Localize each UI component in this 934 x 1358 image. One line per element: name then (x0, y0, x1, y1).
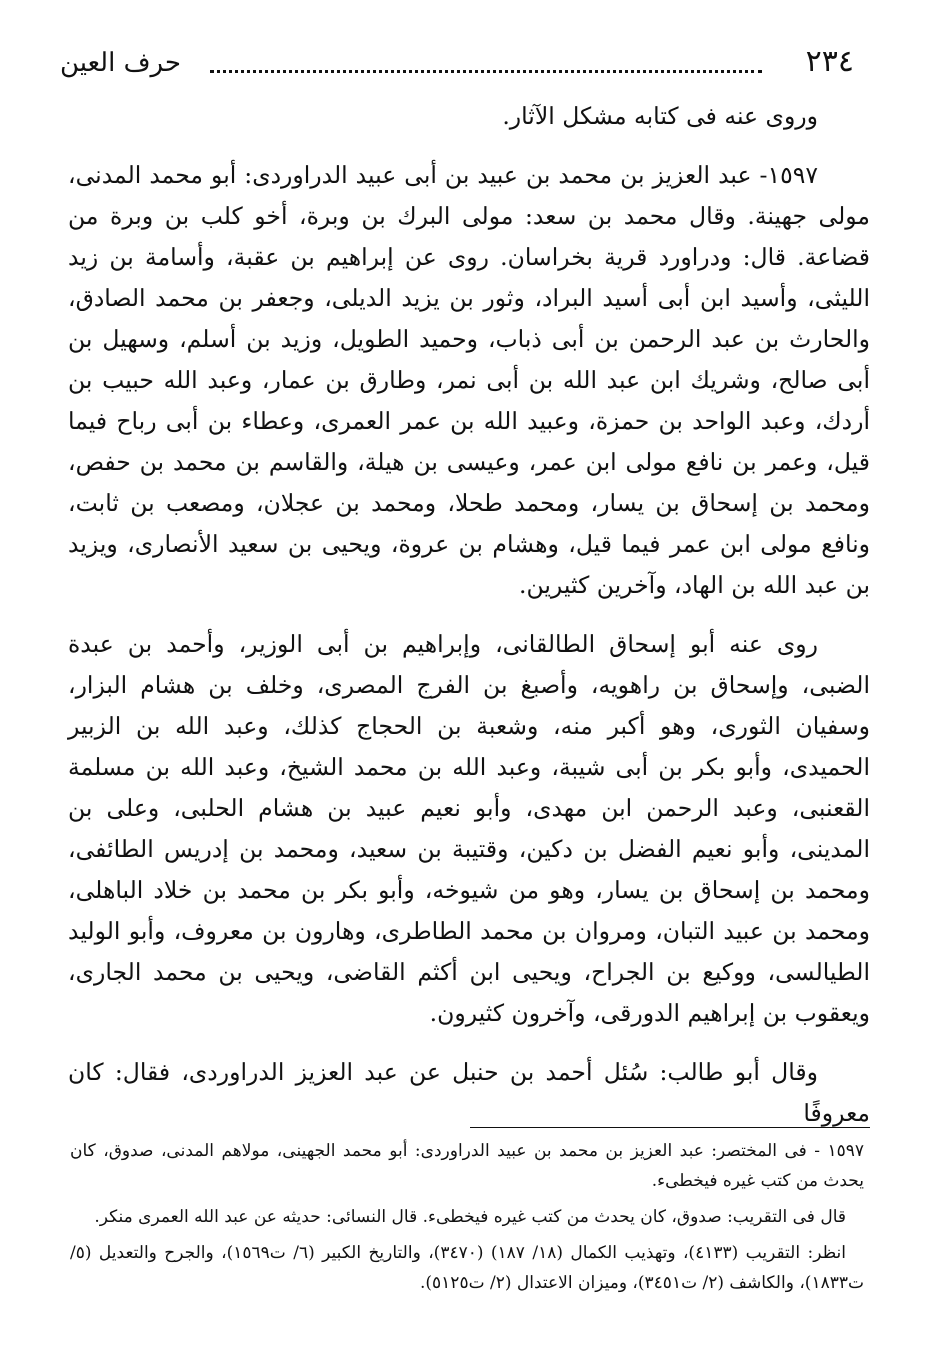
footnote-references: انظر: التقريب (٤١٣٣)، وتهذيب الكمال (١٨/ ١٨٧) (٣٤٧٠)، والتاريخ الكبير (٦/ ت١٥٦٩)، والجرح والتعديل (٥/ ت١٨٣٣)، والكاشف (٢/ ت٣٤٥١)، وميزان الاعتدال (٢/ ت٥١٢٥). (70, 1243, 864, 1293)
header-dotted-leader (210, 70, 762, 73)
page-number: ٢٣٤ (805, 44, 854, 79)
main-text (68, 96, 870, 1152)
footnote-mukhtasar: ١٥٩٧ - فى المختصر: عبد العزيز بن محمد بن عبيد الدراوردى: أبو محمد الجهينى، مولاهم المدنى، صدوق، كان يحدث من كتب غيره فيخطىء. (70, 1141, 864, 1191)
paragraph-abu-talib: وقال أبو طالب: سُئل أحمد بن حنبل عن عبد العزيز الدراوردى، فقال: كان معروفًا (68, 1058, 870, 1127)
paragraph-narrators: روى عنه أبو إسحاق الطالقانى، وإبراهيم بن أبى الوزير، وأحمد بن عبدة الضبى، وإسحاق بن راهويه، وأصبغ بن الفرج المصرى، وخلف بن هشام البزار، وسفيان الثورى، وهو أكبر منه، وشعبة بن الحجاج كذلك، وعبد الله بن الزبير الحميدى، وأبو بكر بن أبى شيبة، وعبد الله بن محمد الشيخ، وعبد الله بن مسلمة القعنبى، وعبد الرحمن ابن مهدى، وأبو نعيم عبيد بن هشام الحلبى، وعلى بن المدينى، وأبو نعيم الفضل بن دكين، وقتيبة بن سعيد، ومحمد بن إدريس الطائفى، ومحمد بن إسحاق بن يسار، وهو من شيوخه، وأبو بكر بن محمد بن خلاد الباهلى، ومحمد بن عبيد التبان، ومروان بن محمد الطاطرى، وهارون بن معروف، وأبو الوليد الطيالسى، ووكيع بن الجراح، ويحيى ابن أكثم القاضى، ويحيى بن محمد الجارى، ويعقوب بن إبراهيم الدورقى، وآخرون كثيرون. (68, 630, 870, 1027)
footnotes (70, 1136, 864, 1304)
footnote-separator (470, 1127, 870, 1128)
page-header (60, 44, 854, 84)
paragraph-intro: وروى عنه فى كتابه مشكل الآثار. (502, 102, 818, 130)
paragraph-entry-1597: ١٥٩٧- عبد العزيز بن محمد بن عبيد بن أبى عبيد الدراوردى: أبو محمد المدنى، مولى جهينة. وقال محمد بن سعد: مولى البرك بن وبرة، أخو كلب بن وبرة من قضاعة. قال: ودراورد قرية بخراسان. روى عن إبراهيم بن عقبة، وأسامة بن زيد الليثى، وأسيد ابن أبى أسيد البراد، وثور بن يزيد الديلى، وجعفر بن محمد الصادق، والحارث بن عبد الرحمن بن أبى ذباب، وحميد الطويل، وزيد بن أسلم، وسهيل بن أبى صالح، وشريك ابن عبد الله بن أبى نمر، وطارق بن عمار، وعبد الله حبيب بن أردك، وعبد الواحد بن حمزة، وعبيد الله بن عمر العمرى، وعطاء بن أبى رباح فيما قيل، وعمر بن نافع مولى ابن عمر، وعيسى بن هيلة، والقاسم بن محمد بن حفص، ومحمد بن إسحاق بن يسار، ومحمد طحلا، ومحمد بن عجلان، ومصعب بن ثابت، ونافع مولى ابن عمر فيما قيل، وهشام بن عروة، ويحيى بن سعيد الأنصارى، ويزيد بن عبد الله بن الهاد، وآخرين كثيرين. (68, 161, 870, 599)
footnote-taqrib: قال فى التقريب: صدوق، كان يحدث من كتب غيره فيخطىء. قال النسائى: حديثه عن عبد الله العمرى منكر. (94, 1207, 846, 1227)
running-title: حرف العين (60, 48, 181, 78)
